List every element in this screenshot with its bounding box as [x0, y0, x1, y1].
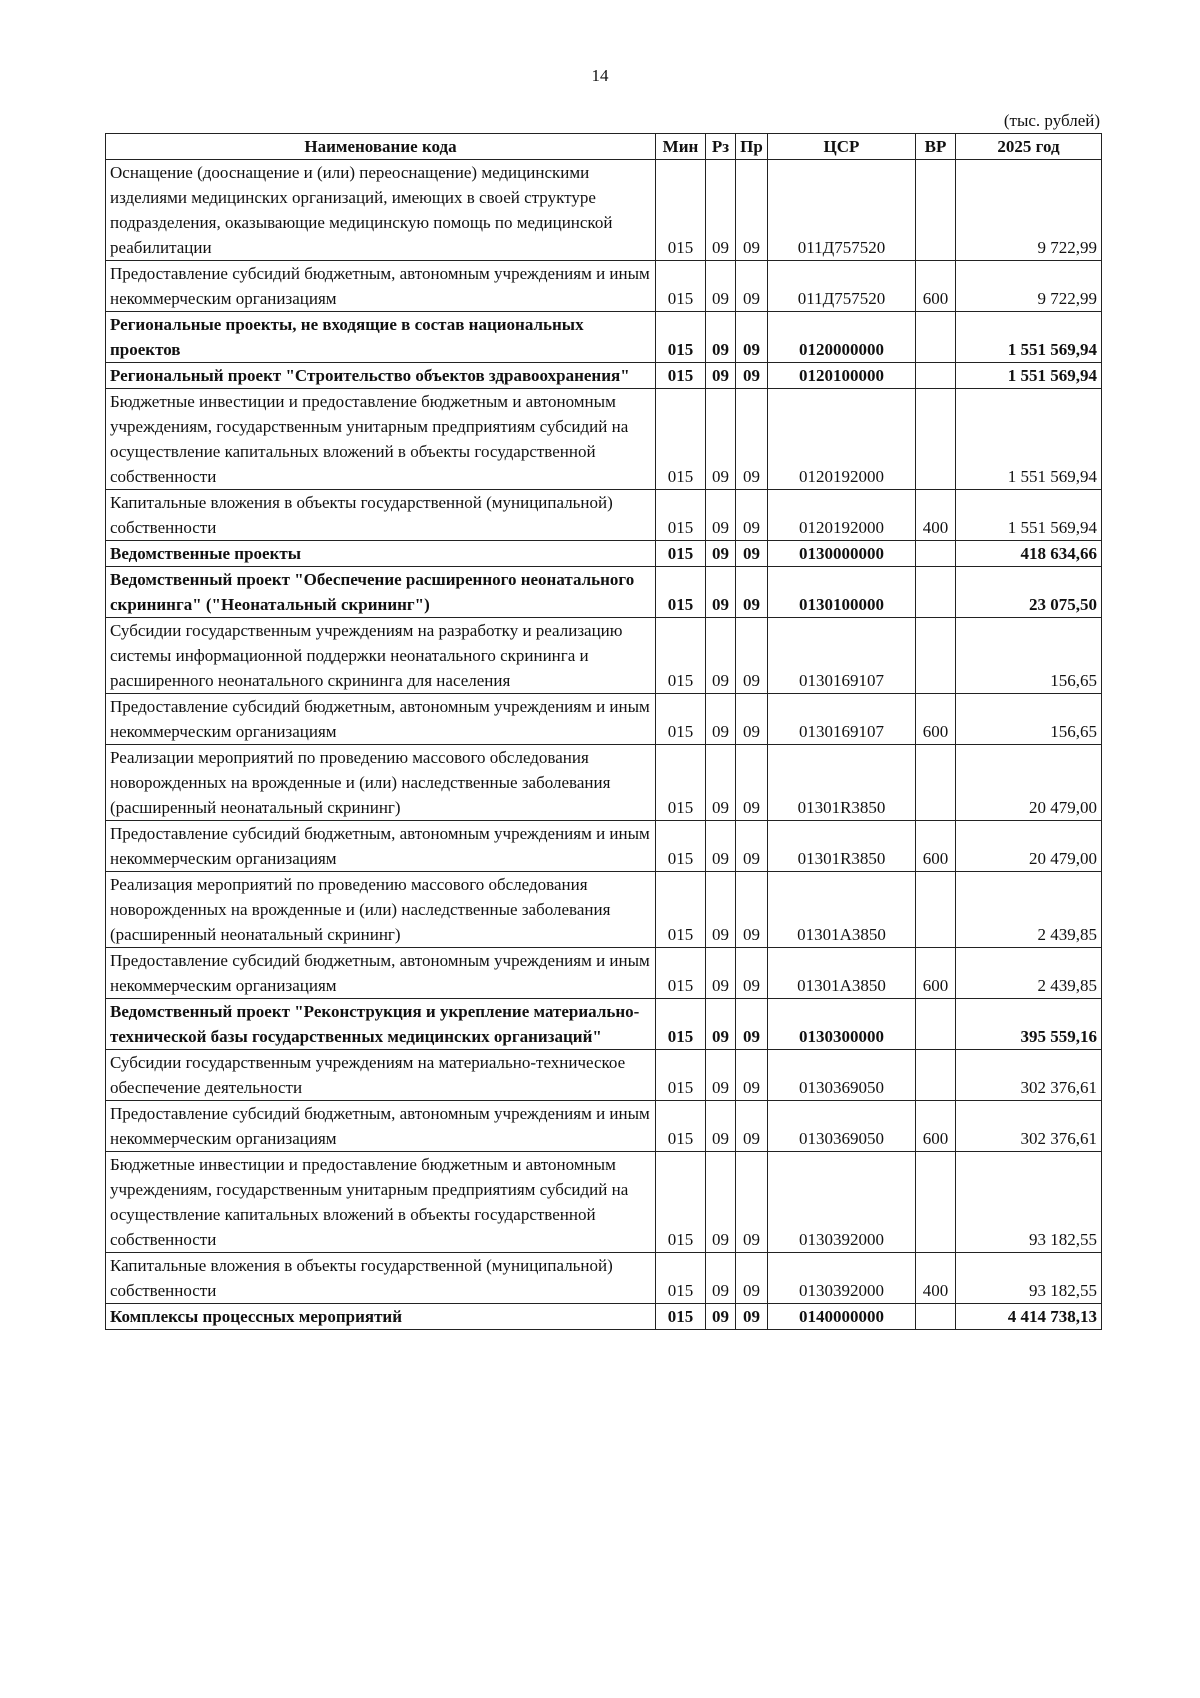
- table-header-row: [106, 134, 1102, 160]
- row-vr: 600: [916, 948, 956, 999]
- header-csr: ЦСР: [768, 134, 916, 160]
- row-pr: 09: [736, 541, 768, 567]
- row-min: 015: [656, 312, 706, 363]
- table-row: [106, 618, 1102, 694]
- row-amount: 1 551 569,94: [956, 389, 1102, 490]
- header-pr: Пр: [736, 134, 768, 160]
- row-rz: 09: [706, 490, 736, 541]
- row-csr: 0130300000: [768, 999, 916, 1050]
- row-pr: 09: [736, 1101, 768, 1152]
- row-min: 015: [656, 389, 706, 490]
- row-csr: 0130100000: [768, 567, 916, 618]
- row-pr: 09: [736, 389, 768, 490]
- row-vr: 600: [916, 261, 956, 312]
- table-row: [106, 160, 1102, 261]
- table-row: [106, 948, 1102, 999]
- row-amount: 20 479,00: [956, 821, 1102, 872]
- row-name: Ведомственный проект "Обеспечение расширенного неонатального скрининга" ("Неонатальный скрининг"): [106, 567, 656, 618]
- row-min: 015: [656, 1101, 706, 1152]
- row-amount: 2 439,85: [956, 872, 1102, 948]
- row-min: 015: [656, 948, 706, 999]
- row-vr: 400: [916, 1253, 956, 1304]
- header-min: Мин: [656, 134, 706, 160]
- row-rz: 09: [706, 948, 736, 999]
- row-min: 015: [656, 745, 706, 821]
- table-row: [106, 567, 1102, 618]
- row-vr: [916, 363, 956, 389]
- row-csr: 011Д757520: [768, 160, 916, 261]
- row-amount: 1 551 569,94: [956, 363, 1102, 389]
- header-vr: ВР: [916, 134, 956, 160]
- row-min: 015: [656, 1050, 706, 1101]
- header-rz: Рз: [706, 134, 736, 160]
- row-pr: 09: [736, 618, 768, 694]
- row-csr: 0120192000: [768, 389, 916, 490]
- row-rz: 09: [706, 821, 736, 872]
- row-name: Капитальные вложения в объекты государственной (муниципальной) собственности: [106, 490, 656, 541]
- row-pr: 09: [736, 821, 768, 872]
- row-name: Региональный проект "Строительство объектов здравоохранения": [106, 363, 656, 389]
- table-row: [106, 261, 1102, 312]
- table-row: [106, 821, 1102, 872]
- row-csr: 0120000000: [768, 312, 916, 363]
- row-csr: 01301А3850: [768, 948, 916, 999]
- row-vr: 600: [916, 694, 956, 745]
- row-csr: 01301А3850: [768, 872, 916, 948]
- table-row: [106, 389, 1102, 490]
- row-rz: 09: [706, 1152, 736, 1253]
- row-min: 015: [656, 872, 706, 948]
- row-vr: [916, 872, 956, 948]
- table-row: [106, 1253, 1102, 1304]
- row-rz: 09: [706, 999, 736, 1050]
- row-vr: [916, 618, 956, 694]
- row-vr: [916, 999, 956, 1050]
- row-amount: 302 376,61: [956, 1101, 1102, 1152]
- row-rz: 09: [706, 872, 736, 948]
- row-pr: 09: [736, 363, 768, 389]
- row-pr: 09: [736, 999, 768, 1050]
- row-csr: 0130369050: [768, 1050, 916, 1101]
- row-csr: 011Д757520: [768, 261, 916, 312]
- row-name: Оснащение (дооснащение и (или) переоснащение) медицинскими изделиями медицинских организаций, имеющих в своей структуре подразделения, оказывающие медицинскую помощь по медицинской реабилитации: [106, 160, 656, 261]
- row-name: Предоставление субсидий бюджетным, автономным учреждениям и иным некоммерческим организациям: [106, 694, 656, 745]
- row-vr: [916, 567, 956, 618]
- table-row: [106, 1304, 1102, 1330]
- row-pr: 09: [736, 872, 768, 948]
- row-rz: 09: [706, 618, 736, 694]
- row-amount: 93 182,55: [956, 1152, 1102, 1253]
- row-csr: 01301R3850: [768, 821, 916, 872]
- row-vr: [916, 312, 956, 363]
- row-pr: 09: [736, 1304, 768, 1330]
- row-min: 015: [656, 261, 706, 312]
- table-row: [106, 1050, 1102, 1101]
- table-row: [106, 745, 1102, 821]
- row-amount: 2 439,85: [956, 948, 1102, 999]
- row-csr: 0130169107: [768, 618, 916, 694]
- row-amount: 156,65: [956, 618, 1102, 694]
- row-vr: 600: [916, 1101, 956, 1152]
- row-rz: 09: [706, 160, 736, 261]
- row-pr: 09: [736, 1050, 768, 1101]
- row-min: 015: [656, 618, 706, 694]
- row-pr: 09: [736, 567, 768, 618]
- table-row: [106, 363, 1102, 389]
- row-name: Региональные проекты, не входящие в состав национальных проектов: [106, 312, 656, 363]
- row-amount: 4 414 738,13: [956, 1304, 1102, 1330]
- row-min: 015: [656, 160, 706, 261]
- row-rz: 09: [706, 261, 736, 312]
- row-amount: 1 551 569,94: [956, 312, 1102, 363]
- table-row: [106, 490, 1102, 541]
- row-amount: 302 376,61: [956, 1050, 1102, 1101]
- row-rz: 09: [706, 1101, 736, 1152]
- row-vr: [916, 160, 956, 261]
- row-pr: 09: [736, 1152, 768, 1253]
- row-name: Комплексы процессных мероприятий: [106, 1304, 656, 1330]
- row-vr: [916, 1050, 956, 1101]
- row-rz: 09: [706, 1050, 736, 1101]
- row-csr: 0140000000: [768, 1304, 916, 1330]
- row-min: 015: [656, 694, 706, 745]
- row-name: Субсидии государственным учреждениям на разработку и реализацию системы информационной поддержки неонатального скрининга и расширенного неонатального скрининга для населения: [106, 618, 656, 694]
- row-vr: [916, 541, 956, 567]
- table-row: [106, 1152, 1102, 1253]
- row-name: Капитальные вложения в объекты государственной (муниципальной) собственности: [106, 1253, 656, 1304]
- row-csr: 0130392000: [768, 1253, 916, 1304]
- row-vr: [916, 1304, 956, 1330]
- row-csr: 0130392000: [768, 1152, 916, 1253]
- row-min: 015: [656, 1304, 706, 1330]
- row-name: Субсидии государственным учреждениям на материально-техническое обеспечение деятельности: [106, 1050, 656, 1101]
- row-amount: 9 722,99: [956, 160, 1102, 261]
- row-pr: 09: [736, 948, 768, 999]
- row-rz: 09: [706, 541, 736, 567]
- row-min: 015: [656, 1152, 706, 1253]
- row-pr: 09: [736, 312, 768, 363]
- row-pr: 09: [736, 160, 768, 261]
- row-vr: [916, 1152, 956, 1253]
- table-row: [106, 872, 1102, 948]
- row-rz: 09: [706, 363, 736, 389]
- row-pr: 09: [736, 261, 768, 312]
- row-vr: 600: [916, 821, 956, 872]
- row-vr: [916, 745, 956, 821]
- row-pr: 09: [736, 694, 768, 745]
- row-amount: 93 182,55: [956, 1253, 1102, 1304]
- row-amount: 1 551 569,94: [956, 490, 1102, 541]
- table-row: [106, 694, 1102, 745]
- row-rz: 09: [706, 567, 736, 618]
- row-csr: 0130369050: [768, 1101, 916, 1152]
- budget-table: [105, 133, 1102, 1330]
- row-rz: 09: [706, 312, 736, 363]
- row-min: 015: [656, 999, 706, 1050]
- row-name: Предоставление субсидий бюджетным, автономным учреждениям и иным некоммерческим организациям: [106, 261, 656, 312]
- row-vr: [916, 389, 956, 490]
- header-name: Наименование кода: [106, 134, 656, 160]
- row-name: Предоставление субсидий бюджетным, автономным учреждениям и иным некоммерческим организациям: [106, 1101, 656, 1152]
- row-amount: 395 559,16: [956, 999, 1102, 1050]
- row-amount: 156,65: [956, 694, 1102, 745]
- header-year: 2025 год: [956, 134, 1102, 160]
- row-amount: 9 722,99: [956, 261, 1102, 312]
- row-name: Бюджетные инвестиции и предоставление бюджетным и автономным учреждениям, государственным унитарным предприятиям субсидий на осуществление капитальных вложений в объекты государственной собственности: [106, 1152, 656, 1253]
- row-csr: 0130169107: [768, 694, 916, 745]
- table-row: [106, 999, 1102, 1050]
- row-amount: 20 479,00: [956, 745, 1102, 821]
- row-vr: 400: [916, 490, 956, 541]
- row-min: 015: [656, 490, 706, 541]
- row-amount: 23 075,50: [956, 567, 1102, 618]
- row-name: Реализация мероприятий по проведению массового обследования новорожденных на врожденные и (или) наследственные заболевания (расширенный неонатальный скрининг): [106, 872, 656, 948]
- row-rz: 09: [706, 1304, 736, 1330]
- row-csr: 01301R3850: [768, 745, 916, 821]
- row-min: 015: [656, 1253, 706, 1304]
- row-rz: 09: [706, 694, 736, 745]
- row-pr: 09: [736, 1253, 768, 1304]
- page-number: 14: [591, 66, 609, 85]
- table-row: [106, 312, 1102, 363]
- row-csr: 0130000000: [768, 541, 916, 567]
- row-rz: 09: [706, 389, 736, 490]
- row-name: Бюджетные инвестиции и предоставление бюджетным и автономным учреждениям, государственным унитарным предприятиям субсидий на осуществление капитальных вложений в объекты государственной собственности: [106, 389, 656, 490]
- table-row: [106, 1101, 1102, 1152]
- row-min: 015: [656, 567, 706, 618]
- row-amount: 418 634,66: [956, 541, 1102, 567]
- row-name: Ведомственный проект "Реконструкция и укрепление материально-технической базы государственных медицинских организаций": [106, 999, 656, 1050]
- row-min: 015: [656, 363, 706, 389]
- row-name: Ведомственные проекты: [106, 541, 656, 567]
- row-rz: 09: [706, 745, 736, 821]
- row-name: Предоставление субсидий бюджетным, автономным учреждениям и иным некоммерческим организациям: [106, 948, 656, 999]
- row-rz: 09: [706, 1253, 736, 1304]
- row-name: Предоставление субсидий бюджетным, автономным учреждениям и иным некоммерческим организациям: [106, 821, 656, 872]
- row-csr: 0120192000: [768, 490, 916, 541]
- row-csr: 0120100000: [768, 363, 916, 389]
- table-row: [106, 541, 1102, 567]
- row-min: 015: [656, 541, 706, 567]
- row-min: 015: [656, 821, 706, 872]
- units-label: (тыс. рублей): [1003, 111, 1100, 130]
- row-name: Реализации мероприятий по проведению массового обследования новорожденных на врожденные и (или) наследственные заболевания (расширенный неонатальный скрининг): [106, 745, 656, 821]
- row-pr: 09: [736, 745, 768, 821]
- row-pr: 09: [736, 490, 768, 541]
